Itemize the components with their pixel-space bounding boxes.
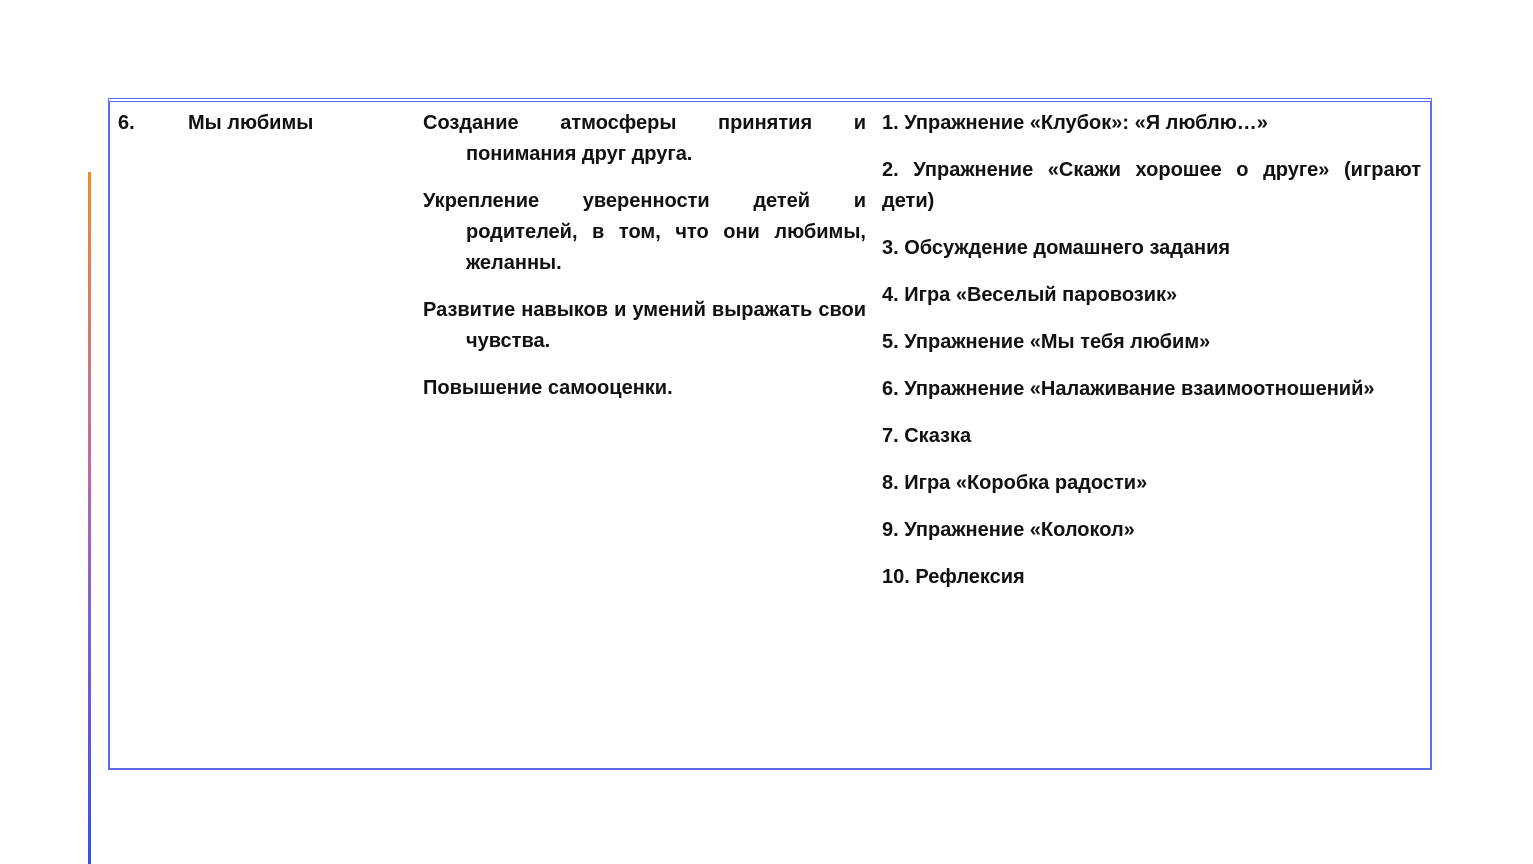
exercise-item: 5. Упражнение «Мы тебя любим»	[882, 331, 1211, 353]
exercise-item: 2. Упражнение «Скажи хорошее о друге» (играют дети)	[882, 159, 1421, 212]
goal-item: Укрепление уверенности детей и родителей, в том, что они любимы, желанны.	[423, 190, 866, 274]
goals-cell	[423, 108, 866, 420]
table	[108, 98, 1432, 770]
exercise-item: 7. Сказка	[882, 425, 972, 447]
exercises-cell	[882, 108, 1421, 609]
exercise-item: 6. Упражнение «Налаживание взаимоотношений»	[882, 378, 1375, 400]
goal-item: Создание атмосферы принятия и понимания друг друга.	[423, 112, 866, 165]
goal-item: Развитие навыков и умений выражать свои чувства.	[423, 299, 866, 352]
exercise-item: 3. Обсуждение домашнего задания	[882, 237, 1231, 259]
row-title: Мы любимы	[188, 112, 314, 134]
exercise-item: 9. Упражнение «Колокол»	[882, 519, 1135, 541]
accent-line	[88, 172, 91, 864]
exercise-item: 4. Игра «Веселый паровозик»	[882, 284, 1178, 306]
exercise-item: 10. Рефлексия	[882, 566, 1025, 588]
exercise-item: 8. Игра «Коробка радости»	[882, 472, 1148, 494]
row-number: 6.	[118, 112, 135, 134]
goal-item: Повышение самооценки.	[423, 377, 673, 399]
exercise-item: 1. Упражнение «Клубок»: «Я люблю…»	[882, 112, 1268, 134]
